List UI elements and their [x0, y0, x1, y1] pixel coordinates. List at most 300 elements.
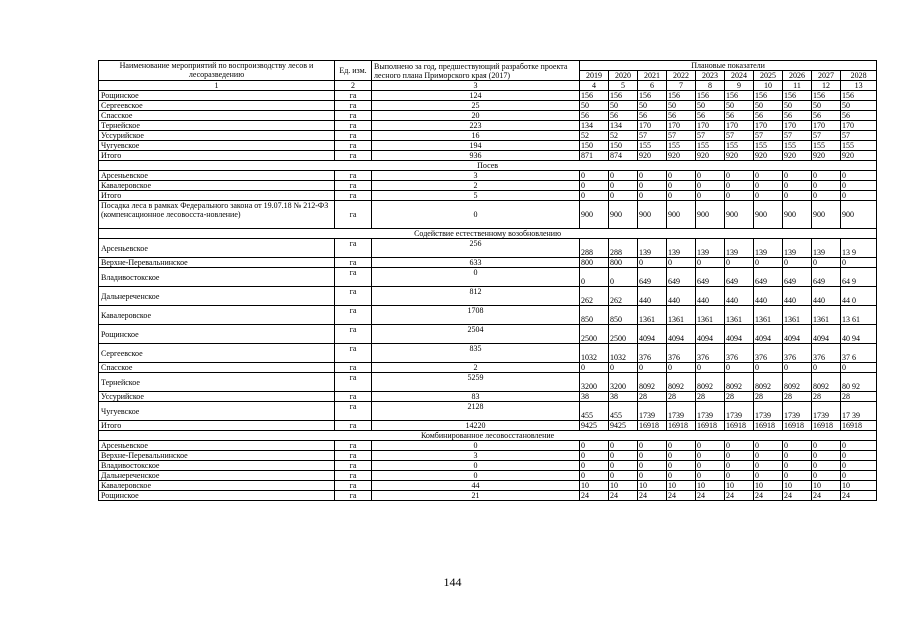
row-plan-value: 0	[696, 471, 725, 481]
reforestation-plan-table	[98, 60, 877, 501]
row-name: Рощинское	[99, 91, 335, 101]
row-unit: га	[335, 471, 372, 481]
row-done-2017: 633	[372, 258, 580, 268]
row-plan-value: 920	[812, 151, 841, 161]
row-plan-value: 1361	[812, 306, 841, 325]
row-plan-value: 156	[841, 91, 877, 101]
table-row	[99, 491, 877, 501]
row-plan-value: 155	[754, 141, 783, 151]
row-plan-value: 0	[783, 451, 812, 461]
header-column-number: 11	[783, 81, 812, 91]
row-plan-value: 156	[580, 91, 609, 101]
row-plan-value: 900	[580, 201, 609, 229]
row-plan-value: 649	[812, 268, 841, 287]
table-row	[99, 141, 877, 151]
section-title-row	[99, 161, 877, 171]
row-plan-value: 920	[783, 151, 812, 161]
table-row	[99, 111, 877, 121]
row-plan-value: 0	[609, 268, 638, 287]
row-plan-value: 0	[638, 258, 667, 268]
row-plan-value: 0	[725, 181, 754, 191]
row-plan-value: 0	[580, 451, 609, 461]
row-plan-value: 156	[609, 91, 638, 101]
row-plan-value: 920	[725, 151, 754, 161]
row-plan-value: 64 9	[841, 268, 877, 287]
row-plan-value: 8092	[667, 373, 696, 392]
row-plan-value: 50	[638, 101, 667, 111]
row-plan-value: 56	[580, 111, 609, 121]
row-plan-value: 10	[609, 481, 638, 491]
row-plan-value: 10	[812, 481, 841, 491]
row-plan-value: 0	[725, 258, 754, 268]
row-plan-value: 28	[812, 392, 841, 402]
row-plan-value: 8092	[812, 373, 841, 392]
row-done-2017: 936	[372, 151, 580, 161]
row-plan-value: 0	[580, 268, 609, 287]
row-unit: га	[335, 451, 372, 461]
row-plan-value: 1032	[580, 344, 609, 363]
row-name: Сергеевское	[99, 344, 335, 363]
row-plan-value: 0	[638, 451, 667, 461]
header-column-number: 4	[580, 81, 609, 91]
header-column-number: 6	[638, 81, 667, 91]
row-plan-value: 874	[609, 151, 638, 161]
row-name: Итого	[99, 151, 335, 161]
table-row	[99, 325, 877, 344]
row-plan-value: 56	[638, 111, 667, 121]
page-number: 144	[443, 575, 462, 589]
row-plan-value: 0	[783, 441, 812, 451]
row-plan-value: 0	[754, 181, 783, 191]
row-plan-value: 0	[696, 171, 725, 181]
row-unit: га	[335, 151, 372, 161]
row-done-2017: 0	[372, 471, 580, 481]
row-unit: га	[335, 325, 372, 344]
row-plan-value: 900	[609, 201, 638, 229]
row-plan-value: 57	[754, 131, 783, 141]
row-done-2017: 5259	[372, 373, 580, 392]
row-plan-value: 440	[783, 287, 812, 306]
row-plan-value: 0	[580, 363, 609, 373]
row-plan-value: 52	[580, 131, 609, 141]
row-plan-value: 440	[638, 287, 667, 306]
row-plan-value: 0	[667, 441, 696, 451]
row-plan-value: 4094	[638, 325, 667, 344]
row-done-2017: 124	[372, 91, 580, 101]
header-row	[99, 61, 877, 71]
row-plan-value: 56	[667, 111, 696, 121]
row-name: Верхне-Перевальнинское	[99, 258, 335, 268]
row-plan-value: 262	[609, 287, 638, 306]
row-plan-value: 0	[667, 258, 696, 268]
header-column-number: 10	[754, 81, 783, 91]
row-plan-value: 4094	[754, 325, 783, 344]
row-plan-value: 50	[841, 101, 877, 111]
row-unit: га	[335, 373, 372, 392]
row-plan-value: 0	[609, 171, 638, 181]
row-plan-value: 0	[783, 171, 812, 181]
row-plan-value: 56	[754, 111, 783, 121]
row-name: Арсеньевское	[99, 239, 335, 258]
row-done-2017: 14220	[372, 421, 580, 431]
row-plan-value: 0	[609, 191, 638, 201]
table-row	[99, 451, 877, 461]
row-plan-value: 170	[696, 121, 725, 131]
header-year: 2021	[638, 71, 667, 81]
header-column-number: 13	[841, 81, 877, 91]
row-plan-value: 0	[812, 363, 841, 373]
row-plan-value: 0	[754, 471, 783, 481]
row-unit: га	[335, 171, 372, 181]
row-plan-value: 0	[696, 181, 725, 191]
row-plan-value: 0	[725, 363, 754, 373]
row-plan-value: 0	[609, 181, 638, 191]
row-plan-value: 920	[754, 151, 783, 161]
row-plan-value: 0	[725, 441, 754, 451]
row-plan-value: 139	[725, 239, 754, 258]
row-plan-value: 50	[725, 101, 754, 111]
row-plan-value: 57	[783, 131, 812, 141]
row-plan-value: 288	[580, 239, 609, 258]
row-plan-value: 8092	[638, 373, 667, 392]
header-plan: Плановые показатели	[580, 61, 877, 71]
row-plan-value: 56	[696, 111, 725, 121]
row-plan-value: 0	[580, 461, 609, 471]
table-row	[99, 268, 877, 287]
row-name: Спасское	[99, 111, 335, 121]
row-plan-value: 155	[783, 141, 812, 151]
row-name: Уссурийское	[99, 392, 335, 402]
row-done-2017: 812	[372, 287, 580, 306]
table-row	[99, 101, 877, 111]
row-done-2017: 2504	[372, 325, 580, 344]
table-row	[99, 91, 877, 101]
table-row	[99, 171, 877, 181]
row-unit: га	[335, 268, 372, 287]
row-unit: га	[335, 111, 372, 121]
row-plan-value: 16918	[783, 421, 812, 431]
table-row	[99, 441, 877, 451]
section-title-row	[99, 431, 877, 441]
row-plan-value: 139	[638, 239, 667, 258]
row-name: Чугуевское	[99, 141, 335, 151]
row-plan-value: 649	[754, 268, 783, 287]
row-name: Дальнереченское	[99, 471, 335, 481]
row-plan-value: 50	[754, 101, 783, 111]
header-year: 2023	[696, 71, 725, 81]
header-year: 2024	[725, 71, 754, 81]
row-plan-value: 0	[609, 451, 638, 461]
row-plan-value: 0	[696, 441, 725, 451]
row-name: Кавалеровское	[99, 481, 335, 491]
row-plan-value: 24	[812, 491, 841, 501]
row-plan-value: 0	[580, 181, 609, 191]
row-plan-value: 1361	[725, 306, 754, 325]
row-plan-value: 649	[638, 268, 667, 287]
row-plan-value: 900	[754, 201, 783, 229]
table-row	[99, 306, 877, 325]
row-unit: га	[335, 421, 372, 431]
row-plan-value: 170	[667, 121, 696, 131]
row-plan-value: 920	[638, 151, 667, 161]
table-row	[99, 121, 877, 131]
row-plan-value: 10	[696, 481, 725, 491]
row-plan-value: 0	[667, 171, 696, 181]
row-plan-value: 1739	[812, 402, 841, 421]
row-plan-value: 0	[638, 441, 667, 451]
row-plan-value: 920	[696, 151, 725, 161]
row-plan-value: 170	[754, 121, 783, 131]
row-plan-value: 139	[696, 239, 725, 258]
row-plan-value: 134	[580, 121, 609, 131]
row-plan-value: 800	[580, 258, 609, 268]
row-plan-value: 455	[580, 402, 609, 421]
row-plan-value: 56	[841, 111, 877, 121]
row-plan-value: 155	[841, 141, 877, 151]
row-name: Кавалеровское	[99, 181, 335, 191]
row-plan-value: 24	[696, 491, 725, 501]
row-plan-value: 0	[812, 181, 841, 191]
row-plan-value: 2500	[580, 325, 609, 344]
table-row	[99, 421, 877, 431]
row-plan-value: 0	[696, 363, 725, 373]
row-plan-value: 0	[841, 171, 877, 181]
row-unit: га	[335, 392, 372, 402]
row-name: Владивостокское	[99, 268, 335, 287]
row-plan-value: 56	[725, 111, 754, 121]
row-plan-value: 170	[638, 121, 667, 131]
row-unit: га	[335, 181, 372, 191]
row-done-2017: 835	[372, 344, 580, 363]
table-row	[99, 392, 877, 402]
row-plan-value: 0	[754, 451, 783, 461]
row-done-2017: 2	[372, 363, 580, 373]
row-plan-value: 1739	[638, 402, 667, 421]
row-plan-value: 56	[609, 111, 638, 121]
row-plan-value: 376	[783, 344, 812, 363]
row-plan-value: 0	[783, 471, 812, 481]
row-unit: га	[335, 287, 372, 306]
table-body	[99, 91, 877, 501]
row-unit: га	[335, 461, 372, 471]
table-row	[99, 151, 877, 161]
row-plan-value: 0	[783, 363, 812, 373]
row-plan-value: 28	[696, 392, 725, 402]
row-name: Тернейское	[99, 121, 335, 131]
row-plan-value: 8092	[754, 373, 783, 392]
table-row	[99, 461, 877, 471]
row-plan-value: 850	[580, 306, 609, 325]
row-plan-value: 0	[754, 363, 783, 373]
row-done-2017: 3	[372, 451, 580, 461]
table-row	[99, 402, 877, 421]
section-title: Содействие естественному возобновлению	[99, 229, 877, 239]
row-name: Рощинское	[99, 325, 335, 344]
row-plan-value: 1032	[609, 344, 638, 363]
row-plan-value: 0	[725, 451, 754, 461]
row-plan-value: 155	[696, 141, 725, 151]
row-plan-value: 0	[841, 441, 877, 451]
row-unit: га	[335, 441, 372, 451]
row-plan-value: 155	[812, 141, 841, 151]
row-plan-value: 156	[725, 91, 754, 101]
row-plan-value: 10	[638, 481, 667, 491]
row-done-2017: 44	[372, 481, 580, 491]
row-plan-value: 28	[725, 392, 754, 402]
row-plan-value: 376	[638, 344, 667, 363]
row-unit: га	[335, 101, 372, 111]
row-plan-value: 440	[725, 287, 754, 306]
row-plan-value: 24	[725, 491, 754, 501]
row-plan-value: 0	[638, 171, 667, 181]
row-plan-value: 920	[841, 151, 877, 161]
row-plan-value: 155	[725, 141, 754, 151]
table-row	[99, 131, 877, 141]
row-plan-value: 139	[783, 239, 812, 258]
row-plan-value: 37 6	[841, 344, 877, 363]
row-plan-value: 0	[783, 461, 812, 471]
row-plan-value: 56	[812, 111, 841, 121]
header-column-number: 8	[696, 81, 725, 91]
row-plan-value: 24	[754, 491, 783, 501]
row-unit: га	[335, 121, 372, 131]
row-plan-value: 1739	[783, 402, 812, 421]
row-done-2017: 3	[372, 171, 580, 181]
row-plan-value: 0	[638, 191, 667, 201]
row-plan-value: 16918	[725, 421, 754, 431]
row-plan-value: 10	[725, 481, 754, 491]
row-plan-value: 0	[638, 471, 667, 481]
row-plan-value: 0	[754, 441, 783, 451]
table-row	[99, 287, 877, 306]
table-row	[99, 481, 877, 491]
row-plan-value: 0	[667, 451, 696, 461]
row-unit: га	[335, 258, 372, 268]
row-plan-value: 649	[783, 268, 812, 287]
row-plan-value: 0	[841, 258, 877, 268]
header-name: Наименование мероприятий по воспроизводству лесов и лесоразведению	[99, 61, 335, 81]
header-year: 2026	[783, 71, 812, 81]
row-plan-value: 0	[812, 471, 841, 481]
row-plan-value: 0	[609, 471, 638, 481]
row-plan-value: 0	[783, 191, 812, 201]
row-unit: га	[335, 201, 372, 229]
row-unit: га	[335, 131, 372, 141]
row-plan-value: 10	[754, 481, 783, 491]
row-plan-value: 156	[667, 91, 696, 101]
row-done-2017: 0	[372, 441, 580, 451]
row-name: Арсеньевское	[99, 171, 335, 181]
row-plan-value: 38	[580, 392, 609, 402]
row-plan-value: 52	[609, 131, 638, 141]
row-plan-value: 0	[841, 461, 877, 471]
row-done-2017: 0	[372, 461, 580, 471]
row-plan-value: 0	[638, 461, 667, 471]
row-plan-value: 0	[725, 171, 754, 181]
row-plan-value: 1361	[783, 306, 812, 325]
row-unit: га	[335, 402, 372, 421]
row-done-2017: 223	[372, 121, 580, 131]
header-year: 2020	[609, 71, 638, 81]
row-plan-value: 139	[667, 239, 696, 258]
row-unit: га	[335, 344, 372, 363]
row-plan-value: 0	[783, 258, 812, 268]
row-plan-value: 0	[754, 258, 783, 268]
row-plan-value: 0	[725, 461, 754, 471]
row-name: Сергеевское	[99, 101, 335, 111]
row-plan-value: 156	[783, 91, 812, 101]
row-plan-value: 0	[754, 191, 783, 201]
row-unit: га	[335, 363, 372, 373]
row-plan-value: 150	[609, 141, 638, 151]
row-plan-value: 376	[725, 344, 754, 363]
row-plan-value: 262	[580, 287, 609, 306]
row-plan-value: 24	[638, 491, 667, 501]
row-plan-value: 155	[667, 141, 696, 151]
row-plan-value: 649	[696, 268, 725, 287]
row-done-2017: 1708	[372, 306, 580, 325]
row-plan-value: 3200	[609, 373, 638, 392]
row-plan-value: 28	[754, 392, 783, 402]
row-plan-value: 649	[667, 268, 696, 287]
row-name: Посадка леса в рамках Федерального закона от 19.07.18 № 212-ФЗ (компенсационное лесовосста-новление)	[99, 201, 335, 229]
row-plan-value: 57	[812, 131, 841, 141]
row-plan-value: 1361	[696, 306, 725, 325]
row-plan-value: 0	[580, 441, 609, 451]
row-plan-value: 16918	[638, 421, 667, 431]
row-plan-value: 0	[696, 191, 725, 201]
row-plan-value: 8092	[783, 373, 812, 392]
row-plan-value: 440	[754, 287, 783, 306]
table-row	[99, 373, 877, 392]
row-plan-value: 0	[812, 191, 841, 201]
row-plan-value: 0	[812, 441, 841, 451]
row-unit: га	[335, 491, 372, 501]
row-plan-value: 156	[754, 91, 783, 101]
row-plan-value: 10	[667, 481, 696, 491]
row-plan-value: 0	[725, 471, 754, 481]
table-row	[99, 363, 877, 373]
row-plan-value: 0	[696, 258, 725, 268]
row-plan-value: 16918	[754, 421, 783, 431]
header-column-number: 1	[99, 81, 335, 91]
row-plan-value: 17 39	[841, 402, 877, 421]
row-plan-value: 28	[783, 392, 812, 402]
row-plan-value: 155	[638, 141, 667, 151]
row-plan-value: 800	[609, 258, 638, 268]
row-plan-value: 0	[841, 363, 877, 373]
row-plan-value: 38	[609, 392, 638, 402]
row-done-2017: 256	[372, 239, 580, 258]
row-plan-value: 24	[783, 491, 812, 501]
row-plan-value: 24	[609, 491, 638, 501]
row-plan-value: 900	[696, 201, 725, 229]
row-plan-value: 50	[580, 101, 609, 111]
header-done: Выполнено за год, предшествующий разработке проекта лесного плана Приморского края (2017)	[372, 61, 580, 81]
header-year: 2019	[580, 71, 609, 81]
row-plan-value: 28	[667, 392, 696, 402]
row-plan-value: 0	[783, 181, 812, 191]
row-done-2017: 83	[372, 392, 580, 402]
row-plan-value: 0	[580, 171, 609, 181]
row-plan-value: 288	[609, 239, 638, 258]
row-plan-value: 0	[812, 171, 841, 181]
row-done-2017: 21	[372, 491, 580, 501]
row-plan-value: 1361	[638, 306, 667, 325]
row-plan-value: 0	[841, 181, 877, 191]
header-year: 2022	[667, 71, 696, 81]
row-done-2017: 2	[372, 181, 580, 191]
